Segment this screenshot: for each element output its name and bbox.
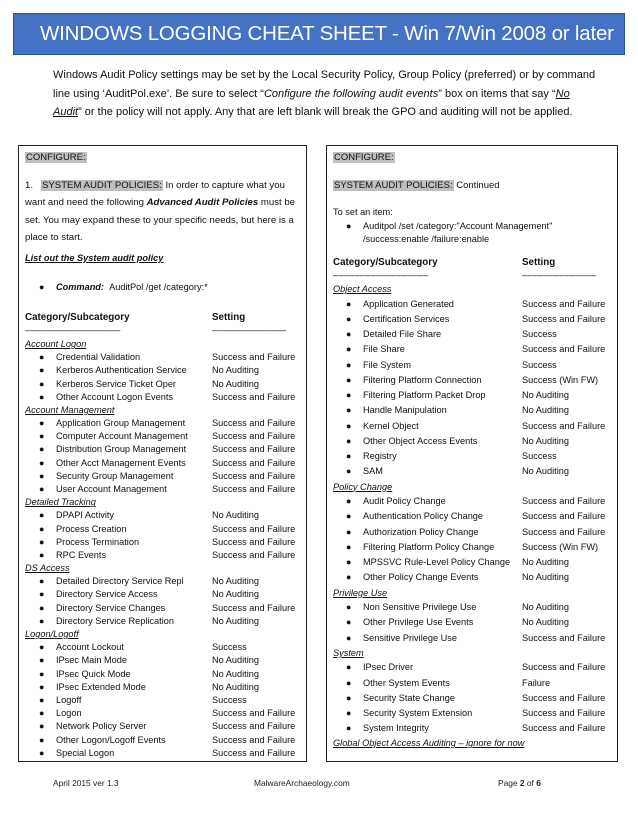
bullet-icon: ● <box>39 681 45 692</box>
subcategory-name: Filtering Platform Policy Change <box>363 541 495 552</box>
setting-value: Success and Failure <box>212 391 296 402</box>
bullet-icon: ● <box>39 536 45 547</box>
policy-row-other-policy-change-events <box>327 572 617 586</box>
bullet-icon: ● <box>39 721 45 732</box>
subcategory-name: Other Logon/Logoff Events <box>56 734 166 745</box>
bullet-icon: ● <box>346 632 352 643</box>
command-value: AuditPol /get /category:* <box>109 282 208 292</box>
subcategory-name: Credential Validation <box>56 352 141 363</box>
left-column-box <box>18 145 307 762</box>
subcategory-name: IPsec Quick Mode <box>56 668 131 679</box>
setting-value: Success and Failure <box>212 444 296 455</box>
bullet-icon: ● <box>39 391 45 402</box>
bullet-icon: ● <box>39 470 45 481</box>
bullet-icon: ● <box>39 708 45 719</box>
policy-row-other-logon-logoff-events <box>19 735 306 749</box>
bullet-icon: ● <box>39 642 45 653</box>
setting-value: Success and Failure <box>522 632 606 643</box>
subcategory-name: IPsec Main Mode <box>56 655 127 666</box>
bullet-icon: ● <box>346 329 352 339</box>
category-header: Category/Subcategory <box>25 312 130 323</box>
policy-row-credential-validation <box>19 352 306 366</box>
setting-value: Success and Failure <box>212 708 296 719</box>
policy-row-detailed-directory-service-repl <box>19 576 306 590</box>
policy-row-dpapi-activity <box>19 510 306 524</box>
policy-row-directory-service-replication <box>19 616 306 630</box>
system-audit-intro <box>25 177 301 246</box>
subcategory-name: Detailed File Share <box>363 329 442 339</box>
policy-row-application-group-management <box>19 418 306 432</box>
policy-row-sam <box>327 466 617 480</box>
policy-row-filtering-platform-policy-change <box>327 542 617 556</box>
setting-value: Success and Failure <box>522 420 606 431</box>
bullet-icon: ● <box>346 662 352 673</box>
subcategory-name: Filtering Platform Packet Drop <box>363 390 486 400</box>
setting-value: No Auditing <box>522 405 569 416</box>
subcategory-name: Other System Events <box>363 677 450 688</box>
setting-value: No Auditing <box>212 681 259 692</box>
policy-row-other-acct-management-events <box>19 458 306 472</box>
bullet-icon: ● <box>346 541 352 552</box>
bullet-icon: ● <box>39 615 45 626</box>
policy-row-filtering-platform-connection <box>327 375 617 389</box>
policy-row-file-system <box>327 360 617 374</box>
policy-row-kerberos-authentication-service <box>19 365 306 379</box>
footer-site: MalwareArchaeology.com <box>254 778 350 788</box>
setting-value: No Auditing <box>212 655 259 666</box>
subcategory-name: IPsec Extended Mode <box>56 681 146 692</box>
setting-value: Success and Failure <box>212 418 296 428</box>
subcategory-name: Security State Change <box>363 692 455 703</box>
subcategory-name: Other Privilege Use Events <box>363 617 474 628</box>
setting-value: No Auditing <box>212 576 259 587</box>
policy-row-application-generated <box>327 299 617 313</box>
setting-value: Success and Failure <box>212 470 296 481</box>
subcategory-name: RPC Events <box>56 549 107 560</box>
policy-row-file-share <box>327 344 617 358</box>
bullet-icon: ● <box>39 523 45 534</box>
subcategory-name: Filtering Platform Connection <box>363 374 482 385</box>
subcategory-name: Account Lockout <box>56 642 124 653</box>
policy-row-authorization-policy-change <box>327 527 617 541</box>
setting-value: Success and Failure <box>212 431 296 442</box>
setting-value: Failure <box>522 677 551 688</box>
bullet-icon: ● <box>39 734 45 745</box>
setting-value: Success <box>522 329 557 339</box>
item-number: 1. <box>25 180 34 191</box>
setting-value: Success and Failure <box>212 352 296 363</box>
setting-value: No Auditing <box>212 615 259 626</box>
policy-row-security-group-management <box>19 471 306 485</box>
page-banner <box>13 13 625 55</box>
set-command-line-1: Auditpol /set /category:"Account Management" <box>363 221 553 231</box>
setting-value: Success and Failure <box>212 457 296 468</box>
policy-row-other-privilege-use-events <box>327 617 617 631</box>
policy-row-ipsec-quick-mode <box>19 669 306 683</box>
bullet-icon: ● <box>346 466 352 477</box>
subcategory-name: Directory Service Changes <box>56 602 166 613</box>
policy-row-account-lockout <box>19 642 306 656</box>
policy-row-ipsec-driver <box>327 662 617 676</box>
subcategory-name: Other Acct Management Events <box>56 457 186 468</box>
subcategory-name: Logoff <box>56 694 82 705</box>
category-divider: –––––––––––––––––– <box>25 325 121 335</box>
subcategory-name: Distribution Group Management <box>56 444 187 455</box>
bullet-icon: ● <box>39 576 45 587</box>
command-row <box>19 282 306 296</box>
configure-label: CONFIGURE: <box>26 152 86 163</box>
bullet-icon: ● <box>39 510 45 521</box>
setting-value: No Auditing <box>522 572 569 583</box>
subcategory-name: Process Creation <box>56 523 127 534</box>
setting-value: No Auditing <box>212 589 259 600</box>
advanced-audit-policies-label: Advanced Audit Policies <box>146 197 259 209</box>
set-item-label: To set an item: <box>333 207 393 217</box>
bullet-icon: ● <box>346 390 352 400</box>
policy-row-security-state-change <box>327 693 617 707</box>
subcategory-name: SAM <box>363 466 383 477</box>
global-object-access-note: Global Object Access Auditing – ignore for now <box>333 738 525 748</box>
bullet-icon: ● <box>39 694 45 705</box>
setting-value: No Auditing <box>212 378 259 389</box>
bullet-icon: ● <box>346 344 352 355</box>
policy-row-computer-account-management <box>19 431 306 445</box>
system-audit-text-2: must be set. You may expand these to your specific needs, but here is a place to start. <box>25 197 296 243</box>
setting-value: Success and Failure <box>522 511 606 522</box>
subcategory-name: Kernel Object <box>363 420 419 431</box>
bullet-icon: ● <box>39 378 45 389</box>
footer-date: April 2015 ver 1.3 <box>53 778 119 788</box>
setting-value: Success and Failure <box>212 484 296 494</box>
subcategory-name: Logon <box>56 708 82 719</box>
setting-value: Success and Failure <box>522 708 606 718</box>
policy-row-kernel-object <box>327 421 617 435</box>
policy-row-other-account-logon-events <box>19 392 306 406</box>
system-audit-continued <box>333 180 500 191</box>
setting-value: Success and Failure <box>212 549 296 560</box>
setting-value: Success and Failure <box>212 747 296 758</box>
subcategory-name: Directory Service Access <box>56 589 158 600</box>
bullet-icon: ● <box>39 282 45 292</box>
bullet-icon: ● <box>39 668 45 679</box>
category-divider: –––––––––––––––––– <box>333 270 429 280</box>
subcategory-name: File System <box>363 359 411 370</box>
bullet-icon: ● <box>39 484 45 494</box>
subcategory-name: Other Object Access Events <box>363 435 478 446</box>
subcategory-name: Authorization Policy Change <box>363 526 479 537</box>
setting-header: Setting <box>212 312 246 323</box>
setting-value: Success and Failure <box>522 662 606 673</box>
subcategory-name: Application Generated <box>363 298 454 309</box>
policy-row-user-account-management <box>19 484 306 498</box>
subcategory-name: MPSSVC Rule-Level Policy Change <box>363 557 511 567</box>
policy-row-registry <box>327 451 617 465</box>
setting-value: Success <box>212 694 247 705</box>
policy-row-mpssvc-rule-level-policy-change <box>327 557 617 571</box>
set-command-row <box>327 221 617 235</box>
group-title-policy-change: Policy Change <box>333 481 393 492</box>
setting-value: Success and Failure <box>522 344 606 355</box>
policy-row-other-object-access-events <box>327 436 617 450</box>
bullet-icon: ● <box>346 359 352 370</box>
subcategory-name: Kerberos Service Ticket Oper <box>56 378 176 389</box>
bullet-icon: ● <box>39 352 45 363</box>
bullet-icon: ● <box>346 420 352 431</box>
policy-row-security-system-extension <box>327 708 617 722</box>
policy-row-rpc-events <box>19 550 306 564</box>
intro-text-1: Windows Audit Policy settings may be set by the Local Security Policy, Group Policy (preferred) or by command line using ‘AuditPol.exe’. Be sure to select “ <box>53 69 596 100</box>
group-title-detailed-tracking: Detailed Tracking <box>25 497 96 508</box>
group-title-logon-logoff: Logon/Logoff <box>25 629 79 639</box>
bullet-icon: ● <box>346 451 352 461</box>
subcategory-name: Application Group Management <box>56 418 186 428</box>
setting-value: Success and Failure <box>522 313 606 324</box>
group-title-ds-access: DS Access <box>25 563 70 574</box>
policy-row-special-logon <box>19 748 306 762</box>
setting-value: No Auditing <box>212 510 259 521</box>
configure-label: CONFIGURE: <box>334 152 394 163</box>
policy-row-audit-policy-change <box>327 496 617 510</box>
policy-row-other-system-events <box>327 678 617 692</box>
bullet-icon: ● <box>346 692 352 703</box>
policy-row-ipsec-main-mode <box>19 655 306 669</box>
group-title-account-logon: Account Logon <box>25 339 87 349</box>
setting-value: Success and Failure <box>522 526 606 537</box>
setting-value: Success and Failure <box>212 734 296 745</box>
setting-header: Setting <box>522 257 556 268</box>
bullet-icon: ● <box>39 589 45 600</box>
policy-row-filtering-platform-packet-drop <box>327 390 617 404</box>
subcategory-name: Security System Extension <box>363 708 473 718</box>
policy-row-system-integrity <box>327 723 617 737</box>
category-header: Category/Subcategory <box>333 257 438 268</box>
subcategory-name: Sensitive Privilege Use <box>363 632 457 643</box>
setting-value: No Auditing <box>522 466 569 477</box>
intro-emphasis-configure: Configure the following audit events <box>263 87 439 100</box>
intro-paragraph <box>53 66 601 122</box>
subcategory-name: Non Sensitive Privilege Use <box>363 602 477 612</box>
setting-value: Success and Failure <box>212 536 296 547</box>
setting-value: Success and Failure <box>522 692 606 703</box>
subcategory-name: Special Logon <box>56 747 115 758</box>
policy-row-logoff <box>19 695 306 709</box>
setting-value: Success and Failure <box>522 496 606 506</box>
policy-row-directory-service-access <box>19 589 306 603</box>
subcategory-name: Directory Service Replication <box>56 615 174 626</box>
subcategory-name: System Integrity <box>363 723 429 734</box>
setting-value: No Auditing <box>522 435 569 446</box>
bullet-icon: ● <box>346 617 352 628</box>
setting-value: Success and Failure <box>522 723 606 734</box>
bullet-icon: ● <box>346 557 352 567</box>
bullet-icon: ● <box>346 221 352 231</box>
policy-row-detailed-file-share <box>327 329 617 343</box>
bullet-icon: ● <box>39 431 45 442</box>
intro-text-3: ” or the policy will not apply. Any that are left blank will break the GPO and auditing will not be applied. <box>78 106 573 118</box>
bullet-icon: ● <box>346 572 352 583</box>
policy-row-process-termination <box>19 537 306 551</box>
bullet-icon: ● <box>346 435 352 446</box>
bullet-icon: ● <box>346 677 352 688</box>
setting-value: No Auditing <box>522 617 569 628</box>
setting-value: Success <box>212 642 247 653</box>
policy-row-directory-service-changes <box>19 603 306 617</box>
subcategory-name: Computer Account Management <box>56 431 188 442</box>
bullet-icon: ● <box>39 549 45 560</box>
bullet-icon: ● <box>346 723 352 734</box>
setting-value: Success (Win FW) <box>522 541 599 552</box>
setting-value: No Auditing <box>522 557 569 567</box>
setting-value: Success and Failure <box>522 298 606 309</box>
subcategory-name: Kerberos Authentication Service <box>56 365 187 376</box>
subcategory-name: Certification Services <box>363 313 450 324</box>
setting-value: Success and Failure <box>212 721 296 732</box>
bullet-icon: ● <box>39 418 45 428</box>
system-audit-label: SYSTEM AUDIT POLICIES: <box>42 180 162 191</box>
policy-row-network-policy-server <box>19 721 306 735</box>
setting-value: Success <box>522 451 557 461</box>
bullet-icon: ● <box>346 496 352 506</box>
subcategory-name: Process Termination <box>56 536 140 547</box>
subcategory-name: Security Group Management <box>56 470 174 481</box>
subcategory-name: Other Account Logon Events <box>56 391 173 402</box>
subcategory-name: User Account Management <box>56 484 167 494</box>
set-command-line-2: /success:enable /failure:enable <box>363 234 490 244</box>
setting-value: No Auditing <box>212 668 259 679</box>
bullet-icon: ● <box>346 708 352 718</box>
policy-row-ipsec-extended-mode <box>19 682 306 696</box>
intro-text-2: ” box on items that say “ <box>438 87 556 100</box>
subcategory-name: Detailed Directory Service Repl <box>56 576 184 587</box>
policy-row-sensitive-privilege-use <box>327 633 617 647</box>
group-title-account-management: Account Management <box>25 404 115 415</box>
setting-divider: –––––––––––––– <box>212 325 287 335</box>
right-column-box <box>326 145 618 762</box>
bullet-icon: ● <box>39 457 45 468</box>
bullet-icon: ● <box>39 602 45 613</box>
policy-row-non-sensitive-privilege-use <box>327 602 617 616</box>
subcategory-name: DPAPI Activity <box>56 510 115 521</box>
list-heading: List out the System audit policy <box>25 253 164 263</box>
setting-divider: –––––––––––––– <box>522 270 597 280</box>
policy-row-kerberos-service-ticket-oper <box>19 379 306 393</box>
setting-value: Success and Failure <box>212 523 296 534</box>
subcategory-name: Authentication Policy Change <box>363 511 484 522</box>
setting-value: Success and Failure <box>212 602 296 613</box>
intro-emphasis-no-audit: No Audit <box>53 87 570 118</box>
subcategory-name: Network Policy Server <box>56 721 147 732</box>
bullet-icon: ● <box>346 526 352 537</box>
group-title-privilege-use: Privilege Use <box>333 587 388 598</box>
policy-row-certification-services <box>327 314 617 328</box>
bullet-icon: ● <box>39 444 45 455</box>
bullet-icon: ● <box>39 655 45 666</box>
system-audit-label: SYSTEM AUDIT POLICIES: <box>334 180 453 191</box>
subcategory-name: Audit Policy Change <box>363 496 446 506</box>
subcategory-name: Handle Manipulation <box>363 405 447 416</box>
setting-value: No Auditing <box>522 602 569 612</box>
group-title-system: System <box>333 647 364 658</box>
bullet-icon: ● <box>346 374 352 385</box>
policy-row-distribution-group-management <box>19 444 306 458</box>
command-label: Command: <box>56 282 104 292</box>
subcategory-name: Registry <box>363 451 397 461</box>
setting-value: Success <box>522 359 557 370</box>
setting-value: Success (Win FW) <box>522 374 599 385</box>
setting-value: No Auditing <box>522 390 569 400</box>
footer-page: Page 2 of 6 <box>498 778 541 788</box>
banner-title: WINDOWS LOGGING CHEAT SHEET - Win 7/Win 2008 or later <box>40 22 614 45</box>
group-title-object-access: Object Access <box>333 284 392 294</box>
policy-row-process-creation <box>19 524 306 538</box>
system-audit-text-1: In order to capture what you want and need the following <box>25 180 285 209</box>
subcategory-name: IPsec Driver <box>363 662 414 673</box>
bullet-icon: ● <box>346 602 352 612</box>
bullet-icon: ● <box>39 365 45 376</box>
policy-row-logon <box>19 708 306 722</box>
bullet-icon: ● <box>39 747 45 758</box>
bullet-icon: ● <box>346 313 352 324</box>
setting-value: No Auditing <box>212 365 259 376</box>
policy-row-authentication-policy-change <box>327 511 617 525</box>
bullet-icon: ● <box>346 405 352 416</box>
continued-label: Continued <box>453 180 500 191</box>
subcategory-name: File Share <box>363 344 405 355</box>
policy-row-handle-manipulation <box>327 405 617 419</box>
bullet-icon: ● <box>346 511 352 522</box>
subcategory-name: Other Policy Change Events <box>363 572 479 583</box>
bullet-icon: ● <box>346 298 352 309</box>
